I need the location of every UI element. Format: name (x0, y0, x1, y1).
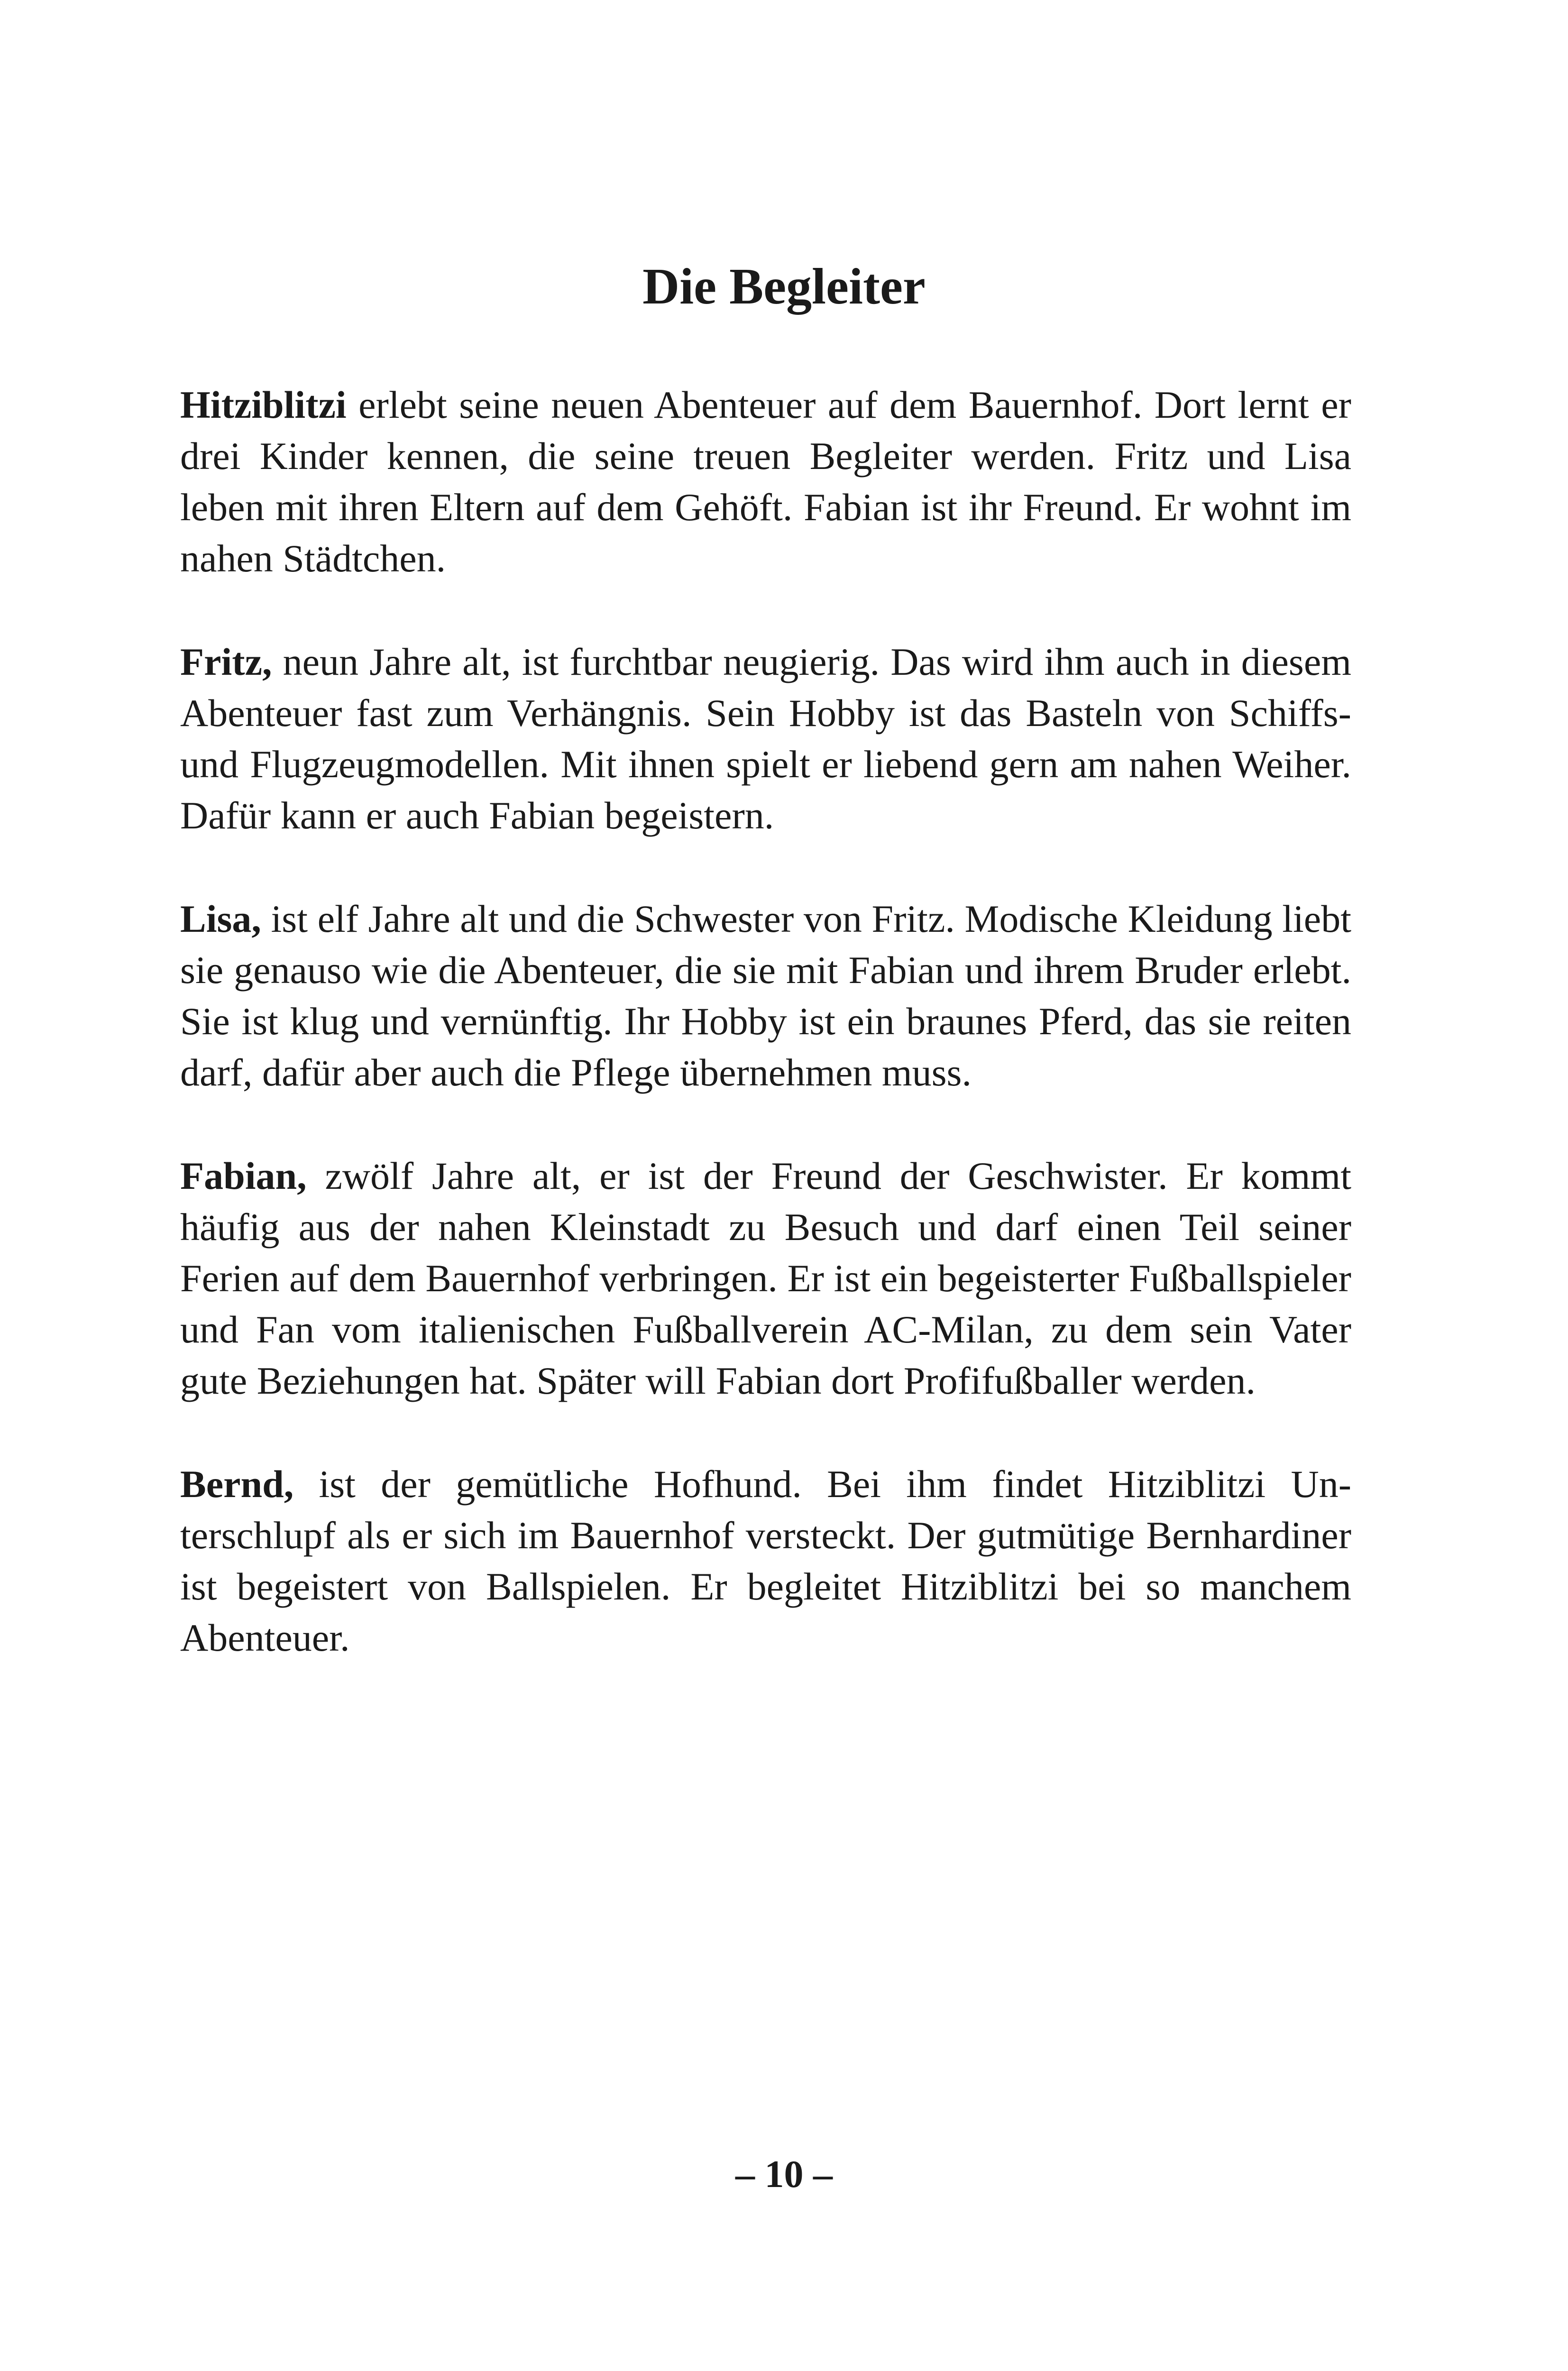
paragraph-text: erlebt seine neuen Abenteuer auf dem Bauernhof. Dort lernt er drei Kinder kennen, die seine treuen Begleiter werden. Fritz und Lisa leben mit ihren Eltern auf dem Gehöft. Fabian ist ihr Freund. Er wohnt im nahen Städtchen. (180, 383, 1351, 580)
paragraph-fritz (180, 636, 1351, 841)
paragraph-text: ist elf Jahre alt und die Schwester von Fritz. Modische Kleidung liebt sie genauso wie die Abenteuer, die sie mit Fabian und ihrem Bruder erlebt. Sie ist klug und vernünftig. Ihr Hobby ist ein braunes Pferd, das sie reiten darf, dafür aber auch die Pflege übernehmen muss. (180, 897, 1351, 1094)
paragraph-text: ist der gemütliche Hofhund. Bei ihm findet Hitziblitzi Unterschlupf als er sich im Bauernhof versteckt. Der gutmütige Bernhardiner ist begeistert von Ballspielen. Er begleitet Hitziblitzi bei so manchem Abenteuer. (180, 1462, 1351, 1659)
character-name: Fritz, (180, 640, 272, 683)
paragraph-text: neun Jahre alt, ist furchtbar neugierig. Das wird ihm auch in diesem Abenteuer fast zum Verhängnis. Sein Hobby ist das Basteln von Schiffs- und Flugzeugmodellen. Mit ihnen spielt er liebend gern am nahen Weiher. Dafür kann er auch Fabian begeistern. (180, 640, 1351, 837)
paragraph-hitziblitzi (180, 379, 1351, 584)
paragraph-fabian (180, 1150, 1351, 1406)
page-number: – 10 – (735, 2152, 833, 2196)
character-name: Lisa, (180, 897, 261, 940)
paragraph-bernd (180, 1459, 1351, 1663)
character-name: Hitziblitzi (180, 383, 347, 426)
chapter-body (180, 379, 1351, 1716)
paragraph-text: zwölf Jahre alt, er ist der Freund der Geschwister. Er kommt häufig aus der nahen Kleinstadt zu Besuch und darf einen Teil seiner Ferien auf dem Bauernhof verbringen. Er ist ein begeisterter Fußballspieler und Fan vom italienischen Fußballverein AC-Milan, zu dem sein Vater gute Beziehungen hat. Später will Fabian dort Profifußballer werden. (180, 1154, 1351, 1402)
character-name: Bernd, (180, 1462, 294, 1506)
chapter-title: Die Begleiter (642, 258, 926, 315)
paragraph-lisa (180, 893, 1351, 1098)
character-name: Fabian, (180, 1154, 307, 1197)
